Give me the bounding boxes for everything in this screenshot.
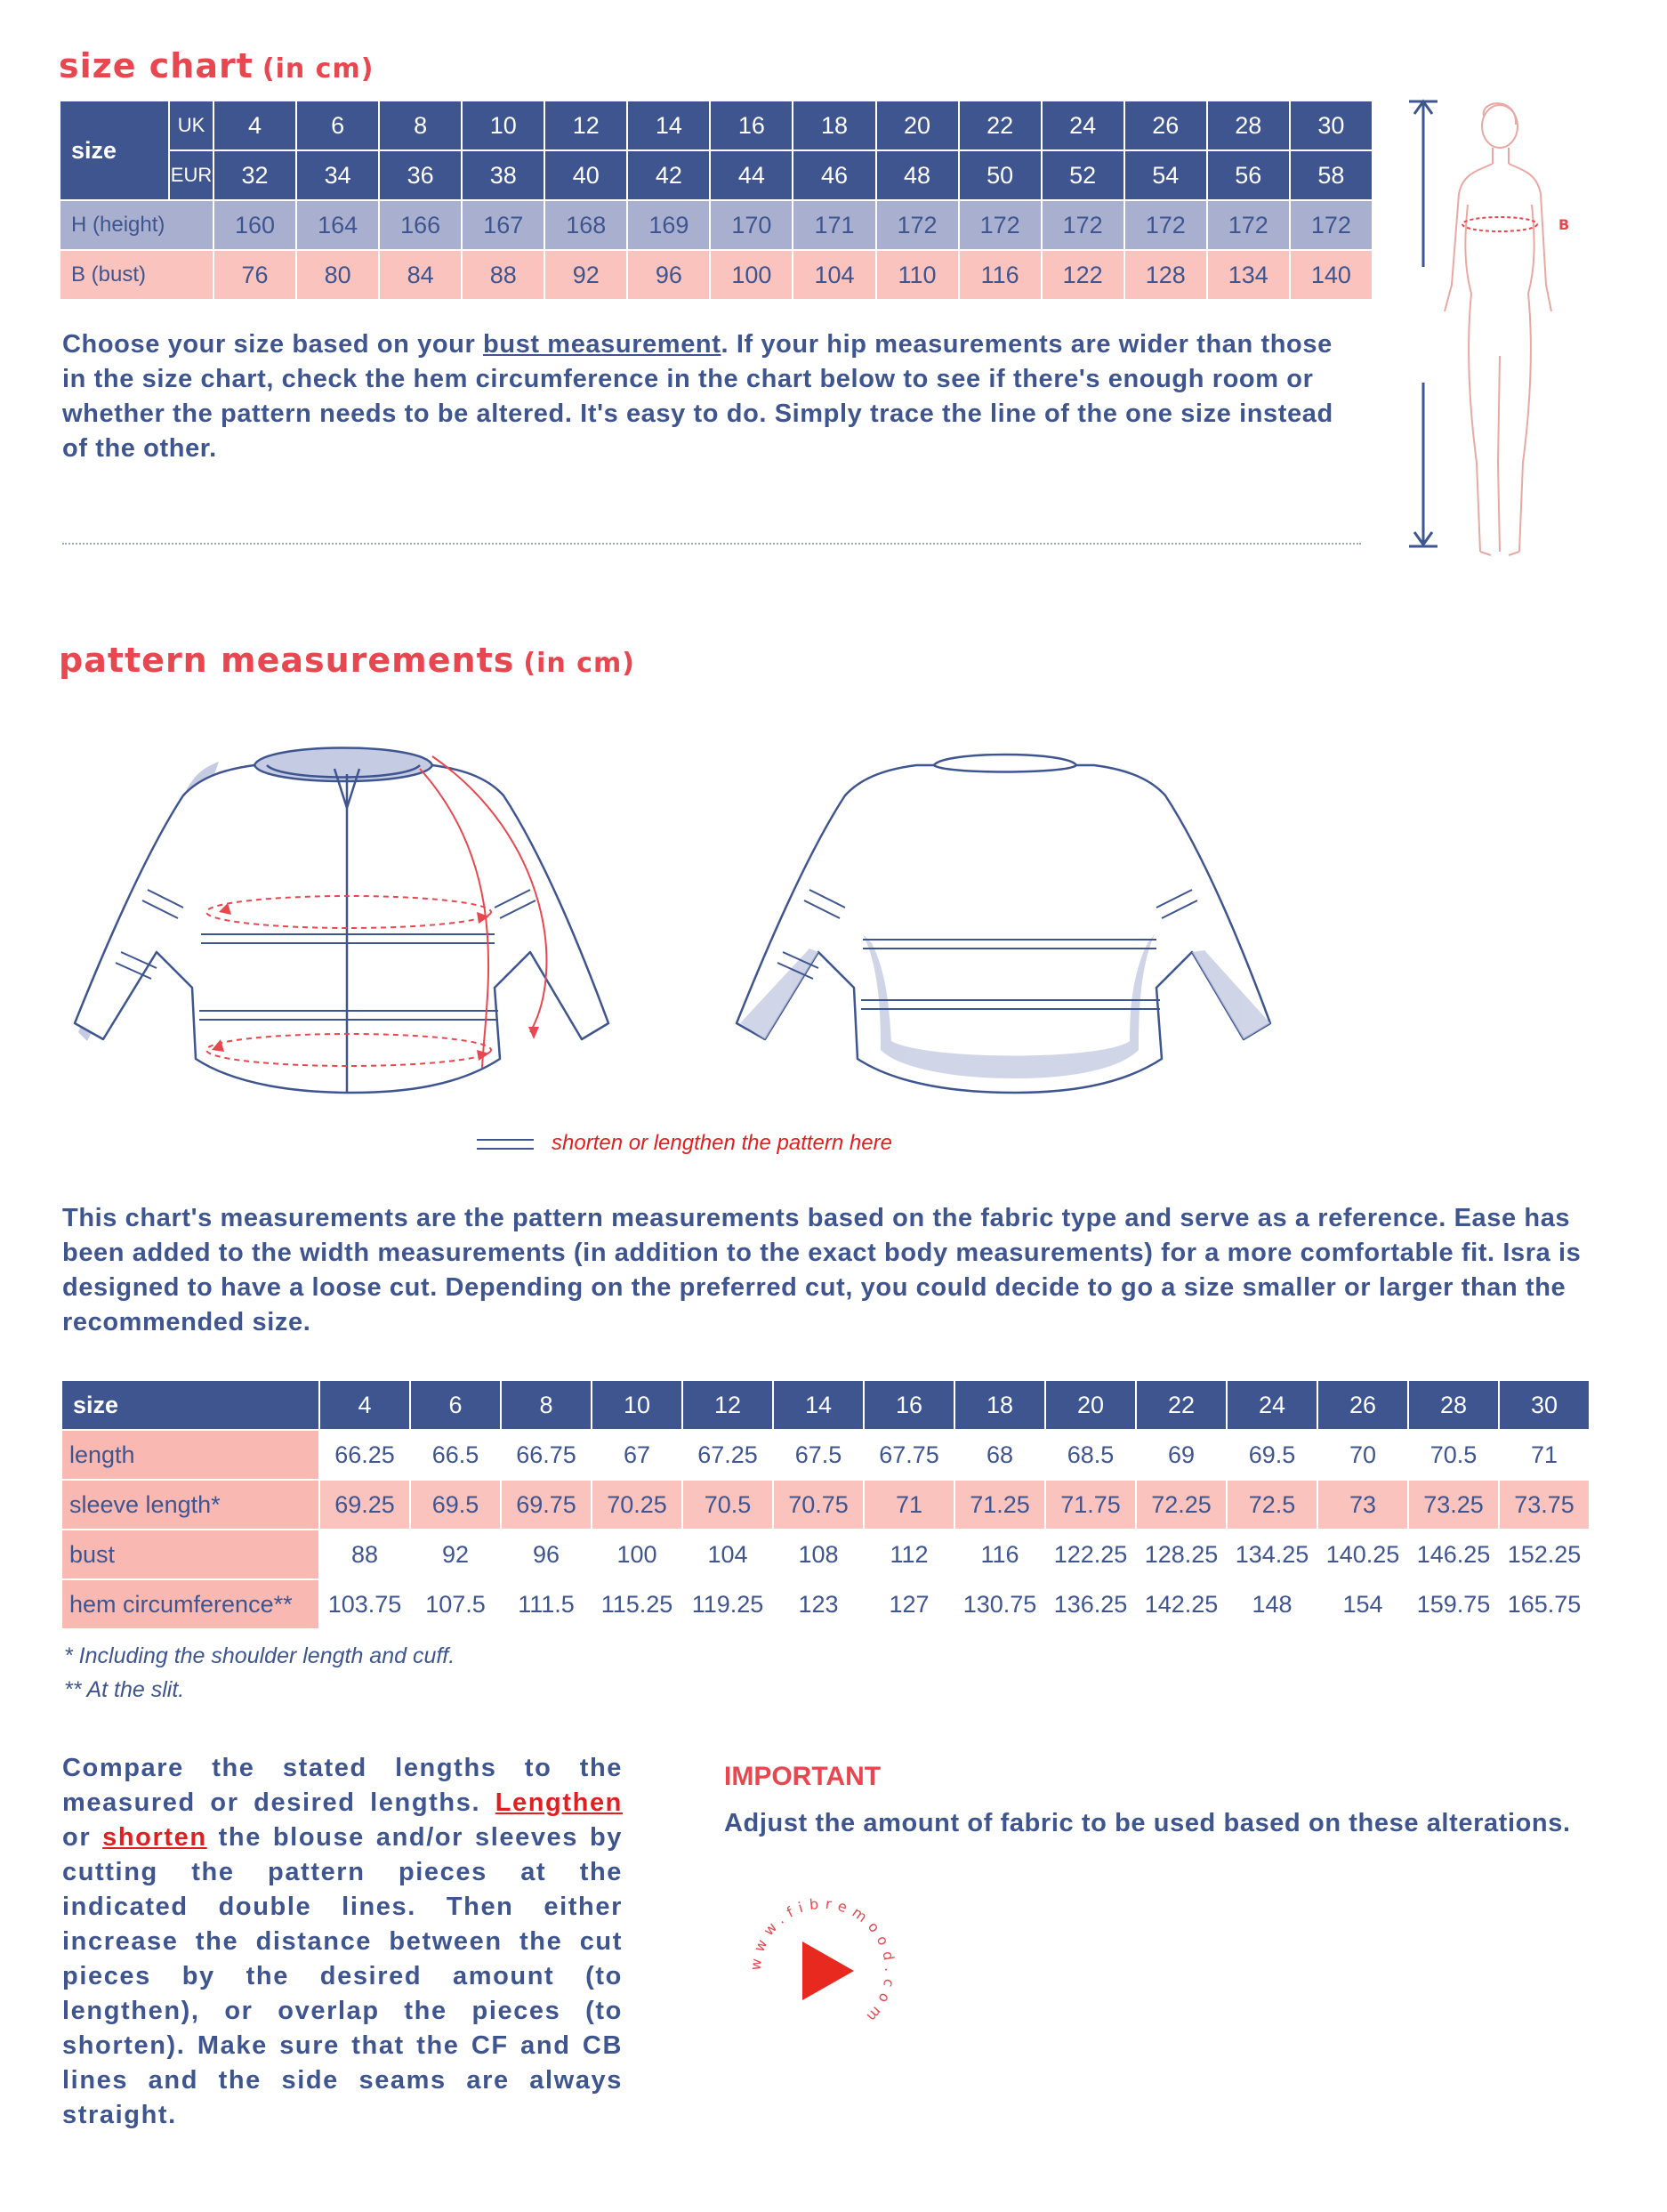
pattern-value-cell: 66.75 [501,1430,592,1480]
pattern-size-cell: 26 [1317,1380,1408,1430]
pattern-value-cell: 68 [954,1430,1045,1480]
pattern-value-cell: 67 [592,1430,682,1480]
pattern-value-cell: 88 [319,1530,410,1579]
pattern-value-cell: 70.5 [1408,1430,1499,1480]
eur-cell: 48 [876,150,959,200]
pattern-value-cell: 71.25 [954,1480,1045,1530]
height-cell: 166 [379,200,462,250]
size-uk-row [60,101,1373,150]
uk-cell: 18 [793,101,875,150]
eur-cell: 56 [1207,150,1290,200]
height-cell: 170 [710,200,793,250]
badge-url-text: www.fibremood.com [746,1894,899,2030]
pattern-size-cell: 16 [864,1380,954,1430]
pattern-size-cell: 4 [319,1380,410,1430]
size-eur-row [60,150,1373,200]
uk-cell: 30 [1290,101,1373,150]
pattern-value-cell: 69 [1136,1430,1227,1480]
pattern-value-cell: 111.5 [501,1579,592,1629]
bust-cell: 122 [1042,250,1124,300]
eur-label: EUR [169,150,213,200]
pattern-value-cell: 104 [682,1530,773,1579]
pattern-value-cell: 67.5 [773,1430,864,1480]
pattern-value-cell: 100 [592,1530,682,1579]
pattern-value-cell: 107.5 [410,1579,501,1629]
footnote-hem: ** At the slit. [64,1677,185,1702]
alteration-instructions: Compare the stated lengths to the measured or desired lengths. Lengthen or shorten the blouse and/or sleeves by cutting the pattern pieces at the indicated double lines. Then either increase the distance between the cut pieces by the desired amount (to lengthen), or overlap the pieces (to shorten). Make sure that the CF and CB lines and the side seams are always straight. [62,1754,623,2129]
pattern-size-label: size [61,1380,319,1430]
bust-cell: 80 [296,250,379,300]
pattern-value-cell: 73 [1317,1480,1408,1530]
pattern-row [61,1530,1590,1579]
pattern-row-label: hem circumference** [61,1579,319,1629]
bust-cell: 92 [544,250,627,300]
pattern-value-cell: 108 [773,1530,864,1579]
pattern-value-cell: 68.5 [1045,1430,1136,1480]
pattern-size-cell: 14 [773,1380,864,1430]
figure-outline [1445,103,1551,555]
height-cell: 171 [793,200,875,250]
bust-label: B (bust) [60,250,213,300]
pattern-value-cell: 122.25 [1045,1530,1136,1579]
uk-cell: 24 [1042,101,1124,150]
eur-cell: 54 [1124,150,1207,200]
height-row [60,200,1373,250]
pattern-value-cell: 136.25 [1045,1579,1136,1629]
footnotes [64,1639,455,1707]
height-arrow-icon [1409,101,1437,546]
important-title: IMPORTANT [724,1762,882,1791]
intro-text-2: . If your hip measurements are wider than those in the size chart, check the hem circumference in the chart below to see if there's enough room or whether the pattern needs to be altered. It's easy to do. Simply trace the line of the one size instead of the other. [62,330,1333,463]
pattern-description: This chart's measurements are the pattern measurements based on the fabric type and serve as a reference. Ease has been added to the width measurements (in addition to the exact body measurements) for a more comfortable fit. Isra is designed to have a loose cut. Depending on the preferred cut, you could decide to go a size smaller or larger than the recommended size. [62,1204,1582,1336]
eur-cell: 34 [296,150,379,200]
eur-cell: 32 [213,150,296,200]
pattern-value-cell: 146.25 [1408,1530,1499,1579]
eur-cell: 36 [379,150,462,200]
bust-cell: 116 [959,250,1042,300]
pattern-row-label: bust [61,1530,319,1579]
uk-cell: 8 [379,101,462,150]
height-cell: 172 [876,200,959,250]
pattern-value-cell: 130.75 [954,1579,1045,1629]
pattern-value-cell: 70.5 [682,1480,773,1530]
pattern-row [61,1579,1590,1629]
video-badge[interactable] [738,1886,907,2055]
eur-cell: 46 [793,150,875,200]
pattern-value-cell: 72.5 [1227,1480,1317,1530]
uk-cell: 26 [1124,101,1207,150]
eur-cell: 42 [627,150,710,200]
pattern-value-cell: 119.25 [682,1579,773,1629]
pattern-value-cell: 71 [1499,1430,1590,1480]
uk-cell: 10 [462,101,544,150]
pattern-value-cell: 159.75 [1408,1579,1499,1629]
shorten-link[interactable]: shorten [102,1823,207,1852]
pattern-value-cell: 134.25 [1227,1530,1317,1579]
pattern-size-cell: 24 [1227,1380,1317,1430]
pattern-value-cell: 67.25 [682,1430,773,1480]
pattern-value-cell: 165.75 [1499,1579,1590,1629]
pattern-value-cell: 71 [864,1480,954,1530]
back-view-illustration [729,730,1299,1103]
pattern-value-cell: 140.25 [1317,1530,1408,1579]
legend-text: shorten or lengthen the pattern here [552,1131,892,1155]
bust-cell: 100 [710,250,793,300]
eur-cell: 58 [1290,150,1373,200]
pattern-value-cell: 123 [773,1579,864,1629]
eur-cell: 38 [462,150,544,200]
lengthen-link[interactable]: Lengthen [495,1788,623,1817]
pattern-value-cell: 115.25 [592,1579,682,1629]
pattern-size-cell: 22 [1136,1380,1227,1430]
pattern-row [61,1430,1590,1480]
uk-cell: 4 [213,101,296,150]
pattern-value-cell: 103.75 [319,1579,410,1629]
pattern-value-cell: 92 [410,1530,501,1579]
height-cell: 172 [1207,200,1290,250]
height-cell: 160 [213,200,296,250]
pattern-row-label: sleeve length* [61,1480,319,1530]
pattern-value-cell: 73.75 [1499,1480,1590,1530]
uk-cell: 22 [959,101,1042,150]
bust-cell: 134 [1207,250,1290,300]
size-chart-table [59,100,1373,301]
important-text: Adjust the amount of fabric to be used based on these alterations. [724,1809,1571,1837]
footnote-sleeve: * Including the shoulder length and cuff. [64,1643,455,1668]
eur-cell: 50 [959,150,1042,200]
pattern-value-cell: 127 [864,1579,954,1629]
play-icon[interactable] [802,1942,854,2000]
height-cell: 169 [627,200,710,250]
pattern-value-cell: 70.25 [592,1480,682,1530]
pattern-row [61,1480,1590,1530]
bust-cell: 96 [627,250,710,300]
body-figure [1405,89,1610,569]
pattern-value-cell: 69.5 [410,1480,501,1530]
eur-cell: 44 [710,150,793,200]
bust-cell: 140 [1290,250,1373,300]
uk-cell: 12 [544,101,627,150]
double-line-legend-icon [477,1135,534,1150]
pattern-size-cell: 18 [954,1380,1045,1430]
pattern-heading: pattern measurements (in cm) [59,641,635,680]
pattern-value-cell: 142.25 [1136,1579,1227,1629]
pattern-value-cell: 71.75 [1045,1480,1136,1530]
height-cell: 172 [1042,200,1124,250]
pattern-value-cell: 69.5 [1227,1430,1317,1480]
bust-measurement-link[interactable]: bust measurement [483,330,721,359]
uk-cell: 20 [876,101,959,150]
bust-row [60,250,1373,300]
uk-cell: 14 [627,101,710,150]
pattern-value-cell: 112 [864,1530,954,1579]
height-cell: 167 [462,200,544,250]
bust-cell: 110 [876,250,959,300]
front-view-illustration [68,730,637,1103]
eur-cell: 40 [544,150,627,200]
height-cell: 164 [296,200,379,250]
pattern-row-label: length [61,1430,319,1480]
pattern-size-row [61,1380,1590,1430]
pattern-value-cell: 66.5 [410,1430,501,1480]
bust-cell: 128 [1124,250,1207,300]
bust-cell: 104 [793,250,875,300]
pattern-value-cell: 116 [954,1530,1045,1579]
intro-text-1: Choose your size based on your [62,330,484,359]
pattern-size-cell: 20 [1045,1380,1136,1430]
eur-cell: 52 [1042,150,1124,200]
size-chart-heading: size chart (in cm) [59,46,374,85]
height-cell: 172 [1124,200,1207,250]
pattern-value-cell: 70.75 [773,1480,864,1530]
pattern-value-cell: 66.25 [319,1430,410,1480]
pattern-size-cell: 12 [682,1380,773,1430]
pattern-size-cell: 28 [1408,1380,1499,1430]
uk-cell: 16 [710,101,793,150]
pattern-value-cell: 72.25 [1136,1480,1227,1530]
pattern-value-cell: 69.25 [319,1480,410,1530]
bust-cell: 84 [379,250,462,300]
size-label-cell: size [60,101,169,200]
pattern-size-cell: 6 [410,1380,501,1430]
dotted-divider [62,543,1361,545]
pattern-value-cell: 154 [1317,1579,1408,1629]
pattern-value-cell: 152.25 [1499,1530,1590,1579]
pattern-value-cell: 70 [1317,1430,1408,1480]
bust-cell: 88 [462,250,544,300]
size-intro [62,327,1363,466]
pattern-value-cell: 69.75 [501,1480,592,1530]
height-label: H (height) [60,200,213,250]
uk-label: UK [169,101,213,150]
height-cell: 168 [544,200,627,250]
bust-cell: 76 [213,250,296,300]
uk-cell: 6 [296,101,379,150]
pattern-size-cell: 8 [501,1380,592,1430]
pattern-measurements-table [60,1379,1590,1630]
height-cell: 172 [1290,200,1373,250]
pattern-value-cell: 96 [501,1530,592,1579]
pattern-value-cell: 128.25 [1136,1530,1227,1579]
pattern-value-cell: 67.75 [864,1430,954,1480]
pattern-size-cell: 30 [1499,1380,1590,1430]
pattern-value-cell: 73.25 [1408,1480,1499,1530]
bust-marker: B [1558,216,1570,233]
pattern-value-cell: 148 [1227,1579,1317,1629]
pattern-size-cell: 10 [592,1380,682,1430]
bust-line [1462,217,1537,231]
height-cell: 172 [959,200,1042,250]
uk-cell: 28 [1207,101,1290,150]
